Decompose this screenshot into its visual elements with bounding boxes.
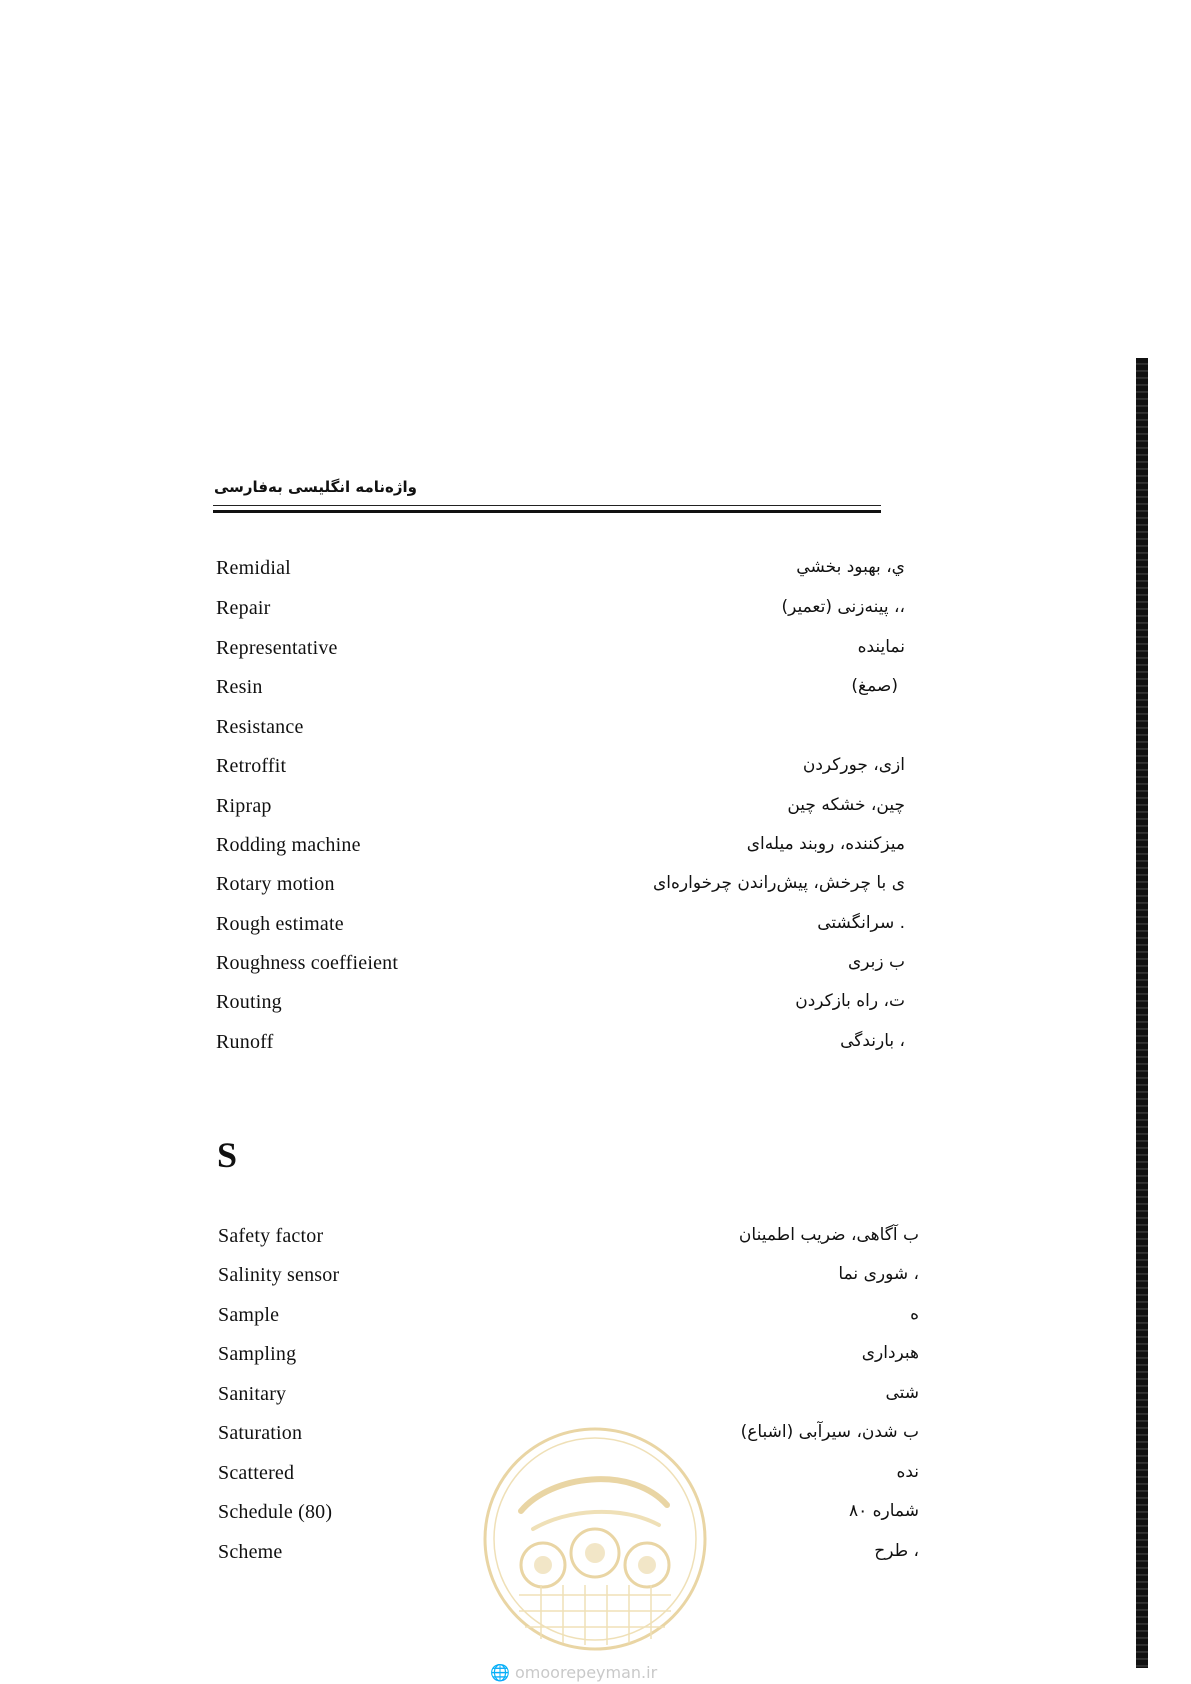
- english-term: Sample: [218, 1304, 280, 1326]
- english-term: Schedule (80): [218, 1501, 333, 1523]
- scan-edge-bar: [1136, 358, 1148, 1668]
- english-term: Salinity sensor: [218, 1264, 340, 1286]
- english-term: Repair: [216, 597, 271, 619]
- persian-definition: ، بارندگی: [840, 1031, 905, 1051]
- english-term: Riprap: [216, 795, 272, 817]
- persian-definition: ،، پینه‌زنی (تعمیر): [781, 597, 905, 617]
- english-term: Safety factor: [218, 1225, 324, 1247]
- english-term: Sampling: [218, 1343, 297, 1365]
- persian-definition: ، شوری نما: [838, 1264, 919, 1284]
- persian-definition: ب زبری: [847, 952, 905, 972]
- english-term: Rotary motion: [216, 873, 335, 895]
- header-rule-thick: [213, 510, 881, 513]
- persian-definition: چین، خشکه چین: [787, 795, 905, 815]
- persian-definition: نماینده: [857, 637, 905, 657]
- english-term: Retroffit: [216, 755, 287, 777]
- watermark-seal-logo: [481, 1425, 709, 1653]
- persian-definition: میزکننده، روبند میله‌ای: [746, 834, 905, 854]
- persian-definition: هبرداری: [861, 1343, 919, 1363]
- globe-icon: 🌐: [490, 1663, 510, 1682]
- persian-definition: ب آگاهی، ضریب اطمینان: [738, 1225, 919, 1245]
- english-term: Scattered: [218, 1462, 295, 1484]
- english-term: Rough estimate: [216, 913, 344, 935]
- running-title: واژه‌نامه انگلیسی به‌فارسی: [214, 478, 417, 496]
- english-term: Resin: [216, 676, 263, 698]
- english-term: Representative: [216, 637, 338, 659]
- persian-definition: شماره ۸۰: [848, 1501, 919, 1521]
- persian-definition: نده: [896, 1462, 919, 1482]
- english-term: Roughness coeffieient: [216, 952, 399, 974]
- english-term: Remidial: [216, 557, 291, 579]
- persian-definition: ی با چرخش، پیش‌راندن چرخواره‌ای: [652, 873, 905, 893]
- english-term: Sanitary: [218, 1383, 287, 1405]
- header-rule-thin: [213, 505, 881, 506]
- persian-definition: ي، بهبود بخشي: [796, 557, 905, 577]
- english-term: Runoff: [216, 1031, 274, 1053]
- persian-definition: شتی: [885, 1383, 919, 1403]
- english-term: Saturation: [218, 1422, 303, 1444]
- english-term: Scheme: [218, 1541, 283, 1563]
- english-term: Resistance: [216, 716, 304, 738]
- persian-definition: ه: [910, 1304, 919, 1324]
- section-letter: S: [217, 1135, 238, 1175]
- english-term: Routing: [216, 991, 282, 1013]
- persian-definition: ازی، جورکردن: [802, 755, 905, 775]
- watermark-url-text: omoorepeyman.ir: [515, 1663, 658, 1682]
- persian-definition: ت، راه بازکردن: [795, 991, 905, 1011]
- persian-definition: ب شدن، سیرآبی (اشباع): [740, 1422, 919, 1442]
- english-term: Rodding machine: [216, 834, 361, 856]
- persian-definition: ، طرح: [874, 1541, 919, 1561]
- persian-definition: (صمغ): [851, 676, 898, 696]
- persian-definition: . سرانگشتی: [817, 913, 905, 933]
- watermark-url: [490, 1663, 657, 1682]
